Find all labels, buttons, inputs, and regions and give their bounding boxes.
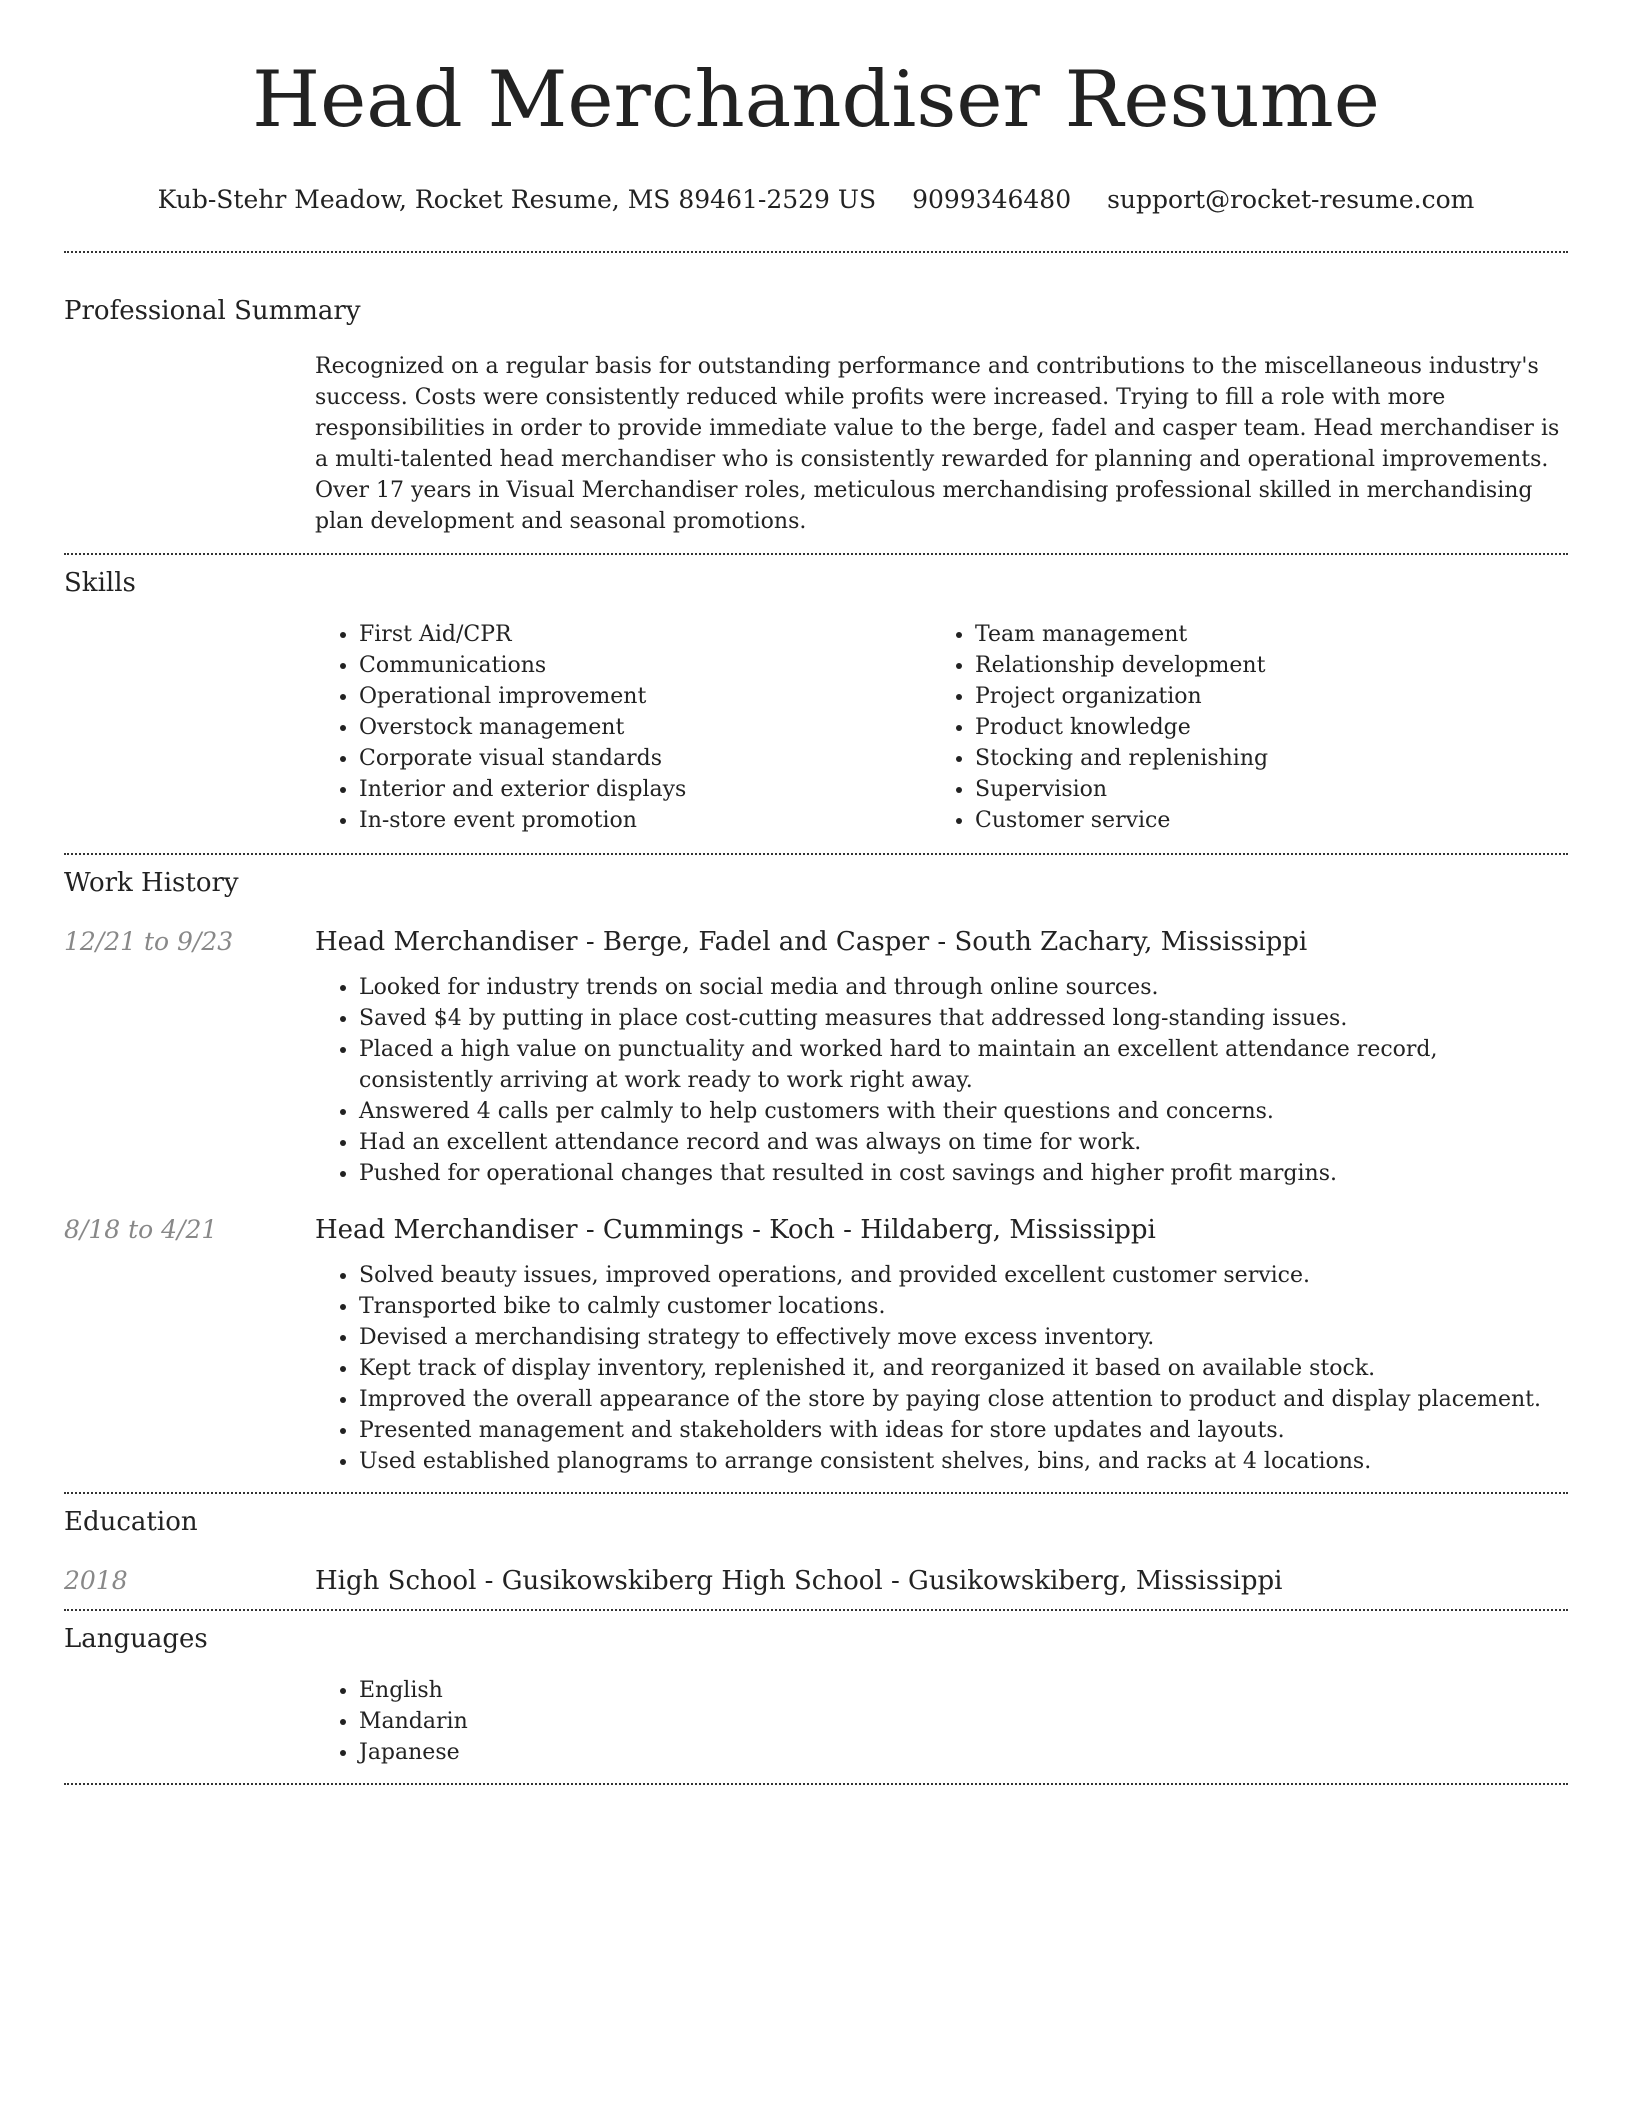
skill-item: • Overstock management <box>359 712 931 743</box>
section-title-languages: Languages <box>64 1624 208 1654</box>
divider <box>64 1609 1568 1611</box>
job-bullet: • Used established planograms to arrange consistent shelves, bins, and racks at 4 locations. <box>359 1446 1568 1477</box>
skill-item: • In-store event promotion <box>359 805 931 836</box>
job-bullet: • Presented management and stakeholders with ideas for store updates and layouts. <box>359 1415 1568 1446</box>
skill-item: • Operational improvement <box>359 681 931 712</box>
job-dates: 12/21 to 9/23 <box>64 927 234 956</box>
skill-item: • Customer service <box>975 805 1547 836</box>
section-title-work: Work History <box>64 868 239 898</box>
section-title-skills: Skills <box>64 568 136 598</box>
skill-item: • Corporate visual standards <box>359 743 931 774</box>
skill-item: • Stocking and replenishing <box>975 743 1547 774</box>
education-date: 2018 <box>64 1566 128 1595</box>
education-degree: High School <box>315 1566 477 1596</box>
phone: 9099346480 <box>912 185 1072 214</box>
email[interactable]: support@rocket-resume.com <box>1107 185 1475 214</box>
job-company: Berge, Fadel and Casper <box>602 927 930 957</box>
summary-body <box>315 351 1568 537</box>
job-location: Hildaberg, Mississippi <box>860 1215 1156 1245</box>
job-bullet: • Placed a high value on punctuality and worked hard to maintain an excellent attendance record, consistently arriving at work ready to work right away. <box>359 1034 1568 1096</box>
separator: - <box>577 1215 603 1245</box>
job-company: Cummings - Koch <box>602 1215 835 1245</box>
education-location: Gusikowskiberg, Mississippi <box>908 1566 1283 1596</box>
education-entry <box>64 1564 1568 1598</box>
job-bullet: • Answered 4 calls per calmly to help customers with their questions and concerns. <box>359 1096 1568 1127</box>
job-bullet: • Looked for industry trends on social media and through online sources. <box>359 972 1568 1003</box>
skills-list-right <box>931 619 1547 836</box>
divider <box>64 553 1568 555</box>
job-role: Head Merchandiser <box>315 1215 578 1245</box>
separator: - <box>577 927 603 957</box>
skill-item: • Relationship development <box>975 650 1547 681</box>
job-bullet: • Had an excellent attendance record and was always on time for work. <box>359 1127 1568 1158</box>
divider <box>64 251 1568 253</box>
languages-body <box>315 1675 1568 1768</box>
job-header-row <box>64 925 1568 959</box>
skill-item: • Team management <box>975 619 1547 650</box>
job-bullet: • Improved the overall appearance of the store by paying close attention to product and display placement. <box>359 1384 1568 1415</box>
address: Kub-Stehr Meadow, Rocket Resume, MS 89461-2529 US <box>157 185 877 214</box>
divider <box>64 1492 1568 1494</box>
education-list <box>64 1564 1568 1598</box>
job-bullets <box>315 972 1568 1189</box>
separator: - <box>476 1566 502 1596</box>
section-title-summary: Professional Summary <box>64 296 361 326</box>
job-location: South Zachary, Mississippi <box>954 927 1308 957</box>
languages-list <box>315 1675 1568 1768</box>
skill-item: • Interior and exterior displays <box>359 774 931 805</box>
job-bullet: • Devised a merchandising strategy to effectively move excess inventory. <box>359 1322 1568 1353</box>
divider <box>64 1783 1568 1785</box>
language-item: • English <box>359 1675 1568 1706</box>
skill-item: • Supervision <box>975 774 1547 805</box>
job-bullet: • Saved $4 by putting in place cost-cutting measures that addressed long-standing issues. <box>359 1003 1568 1034</box>
job-bullet: • Solved beauty issues, improved operations, and provided excellent customer service. <box>359 1260 1568 1291</box>
job-bullet: • Pushed for operational changes that resulted in cost savings and higher profit margins. <box>359 1158 1568 1189</box>
skills-list-left <box>315 619 931 836</box>
skill-item: • Product knowledge <box>975 712 1547 743</box>
contact-line <box>64 184 1568 216</box>
skill-item: • Communications <box>359 650 931 681</box>
separator: - <box>929 927 955 957</box>
section-title-education: Education <box>64 1507 198 1537</box>
job-dates: 8/18 to 4/21 <box>64 1215 218 1244</box>
separator: - <box>834 1215 861 1245</box>
education-title-line <box>315 1564 1282 1598</box>
skills-columns <box>315 619 1568 836</box>
education-school: Gusikowskiberg High School <box>501 1566 883 1596</box>
divider <box>64 853 1568 855</box>
job-entry <box>64 925 1568 1189</box>
skill-item: • Project organization <box>975 681 1547 712</box>
work-history-list <box>64 925 1568 1477</box>
resume-title: Head Merchandiser Resume <box>252 55 1380 145</box>
language-item: • Mandarin <box>359 1706 1568 1737</box>
job-bullet: • Kept track of display inventory, replenished it, and reorganized it based on available stock. <box>359 1353 1568 1384</box>
skills-body <box>315 619 1568 836</box>
job-title-line <box>315 1213 1156 1247</box>
job-bullets <box>315 1260 1568 1477</box>
job-bullet-list <box>315 972 1568 1189</box>
separator: - <box>882 1566 909 1596</box>
summary-text: Recognized on a regular basis for outstanding performance and contributions to the miscellaneous industry's success. Costs were consistently reduced while profits were increased. Trying to fill a role with more responsibilities in order to provide immediate value to the berge, fadel and casper team. Head merchandiser is a multi-talented head merchandiser who is consistently rewarded for planning and operational improvements. Over 17 years in Visual Merchandiser roles, meticulous merchandising professional skilled in merchandising plan development and seasonal promotions. <box>315 354 1560 534</box>
job-role: Head Merchandiser <box>315 927 578 957</box>
job-bullet-list <box>315 1260 1568 1477</box>
job-bullet: • Transported bike to calmly customer locations. <box>359 1291 1568 1322</box>
job-title-line <box>315 925 1307 959</box>
language-item: • Japanese <box>359 1737 1568 1768</box>
skill-item: • First Aid/CPR <box>359 619 931 650</box>
job-entry <box>64 1213 1568 1477</box>
job-header-row <box>64 1213 1568 1247</box>
